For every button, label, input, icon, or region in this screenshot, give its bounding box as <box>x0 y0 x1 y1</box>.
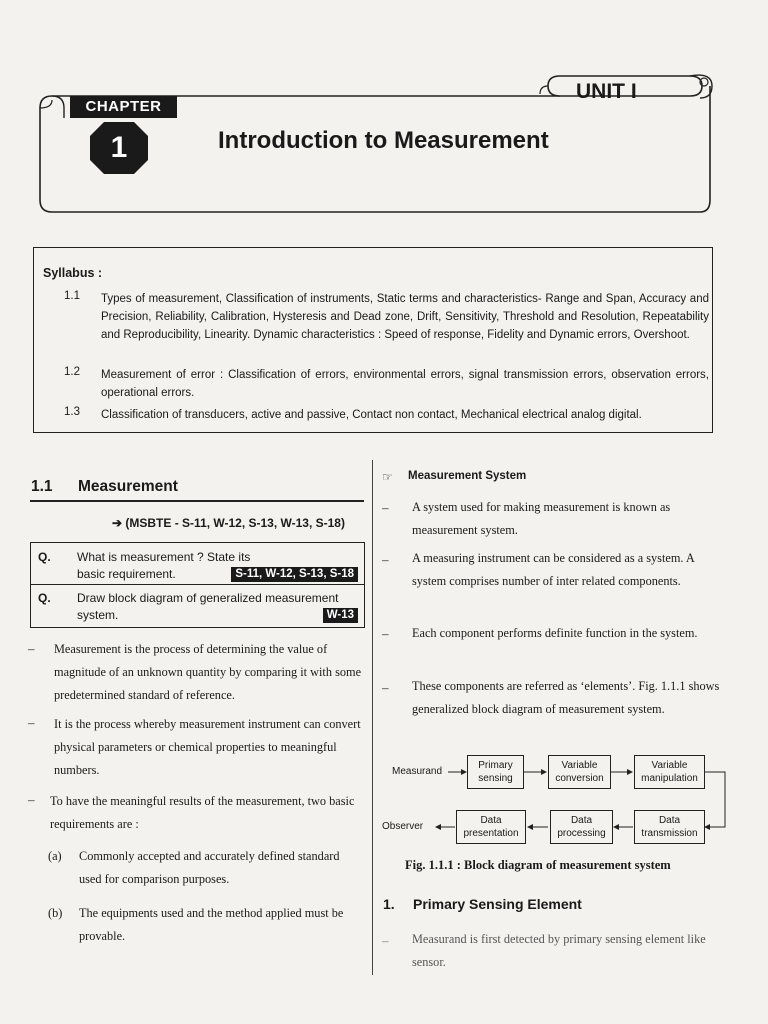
block-variable-conversion: Variable conversion <box>548 755 611 789</box>
block-data-processing: Data processing <box>550 810 613 844</box>
paragraph: Each component performs definite function in the system. <box>412 626 698 640</box>
bullet-dash: – <box>382 500 389 515</box>
section-heading <box>31 478 178 496</box>
subitem-label: (b) <box>48 906 63 920</box>
question-divider <box>31 584 364 585</box>
paragraph: A measuring instrument can be considered as a system. A system comprises number of inter related components. <box>412 551 695 588</box>
block-primary-sensing: Primary sensing <box>467 755 524 789</box>
block-data-presentation: Data presentation <box>456 810 526 844</box>
subheading-number: 1. <box>383 896 395 912</box>
chapter-label: CHAPTER <box>70 96 177 118</box>
question-label: Q. <box>38 591 51 605</box>
bullet-dash: – <box>382 626 389 641</box>
bullet-dash: – <box>382 680 389 695</box>
syllabus-item-text: Measurement of error : Classification of errors, environmental errors, signal transmission errors, observation errors, operational errors. <box>101 369 709 399</box>
diagram-input-label: Measurand <box>392 766 443 777</box>
subsection-heading: Measurement System <box>408 470 527 482</box>
syllabus-heading: Syllabus : <box>43 266 103 280</box>
subitem-label: (a) <box>48 849 62 863</box>
msbte-text: (MSBTE - S-11, W-12, S-13, W-13, S-18) <box>125 516 345 530</box>
paragraph: A system used for making measurement is known as measurement system. <box>412 500 671 537</box>
question-tag: W-13 <box>323 608 358 623</box>
syllabus-item-number: 1.2 <box>64 366 80 378</box>
section-number: 1.1 <box>31 478 53 495</box>
diagram-output-label: Observer <box>382 821 424 832</box>
syllabus-item-text: Types of measurement, Classification of instruments, Static terms and characteristics- Range and Span, Accuracy and Precision, Reliability, Calibration, Hysteresis and Dead zone, Drift, Sensitivity, Threshold and Resolution, Repeatability and Reproducibility, Linearity. Dynamic characteristics : Speed of response, Fidelity and Dynamic errors, Overshoot. <box>101 293 709 341</box>
paragraph: Measurand is first detected by primary sensing element like sensor. <box>412 932 706 969</box>
block-variable-manipulation: Variable manipulation <box>634 755 705 789</box>
syllabus-box <box>33 247 713 433</box>
paragraph: To have the meaningful results of the measurement, two basic requirements are : <box>50 794 355 831</box>
question-text: Draw block diagram of generalized measurement system. <box>77 591 339 622</box>
question-label: Q. <box>38 550 51 564</box>
msbte-reference <box>112 516 345 530</box>
question-tag: S-11, W-12, S-13, S-18 <box>231 567 358 582</box>
chapter-number: 1 <box>110 131 128 164</box>
syllabus-item-text: Classification of transducers, active and passive, Contact non contact, Mechanical electrical analog digital. <box>101 409 642 421</box>
section-rule <box>30 500 364 502</box>
subitem-text: The equipments used and the method applied must be provable. <box>79 906 344 943</box>
chapter-title: Introduction to Measurement <box>218 127 549 154</box>
paragraph: These components are referred as ‘elements’. Fig. 1.1.1 shows generalized block diagram of measurement system. <box>412 679 720 716</box>
subitem-text: Commonly accepted and accurately defined standard used for comparison purposes. <box>79 849 340 886</box>
syllabus-item-number: 1.3 <box>64 406 80 418</box>
bullet-dash: – <box>28 641 35 656</box>
chapter-banner <box>0 0 768 240</box>
question-box <box>30 542 365 628</box>
section-title: Measurement <box>78 478 178 495</box>
paragraph: It is the process whereby measurement instrument can convert physical parameters or chemical properties to meaningful numbers. <box>54 717 361 777</box>
arrow-right-icon: ➔ <box>112 516 126 530</box>
bullet-dash: – <box>382 933 389 948</box>
pointing-hand-icon: ☞ <box>382 470 393 484</box>
bullet-dash: – <box>28 792 35 807</box>
unit-label: UNIT I <box>576 80 637 103</box>
subheading <box>383 896 582 912</box>
block-data-transmission: Data transmission <box>634 810 705 844</box>
figure-caption: Fig. 1.1.1 : Block diagram of measurement system <box>405 858 671 872</box>
subheading-title: Primary Sensing Element <box>413 896 582 912</box>
syllabus-item-number: 1.1 <box>64 290 80 302</box>
column-divider <box>372 460 373 975</box>
question-text: What is measurement ? State its basic requirement. <box>77 550 251 581</box>
bullet-dash: – <box>382 552 389 567</box>
paragraph: Measurement is the process of determining the value of magnitude of an unknown quantity by comparing it with some predetermined standard of reference. <box>54 642 362 702</box>
bullet-dash: – <box>28 715 35 730</box>
